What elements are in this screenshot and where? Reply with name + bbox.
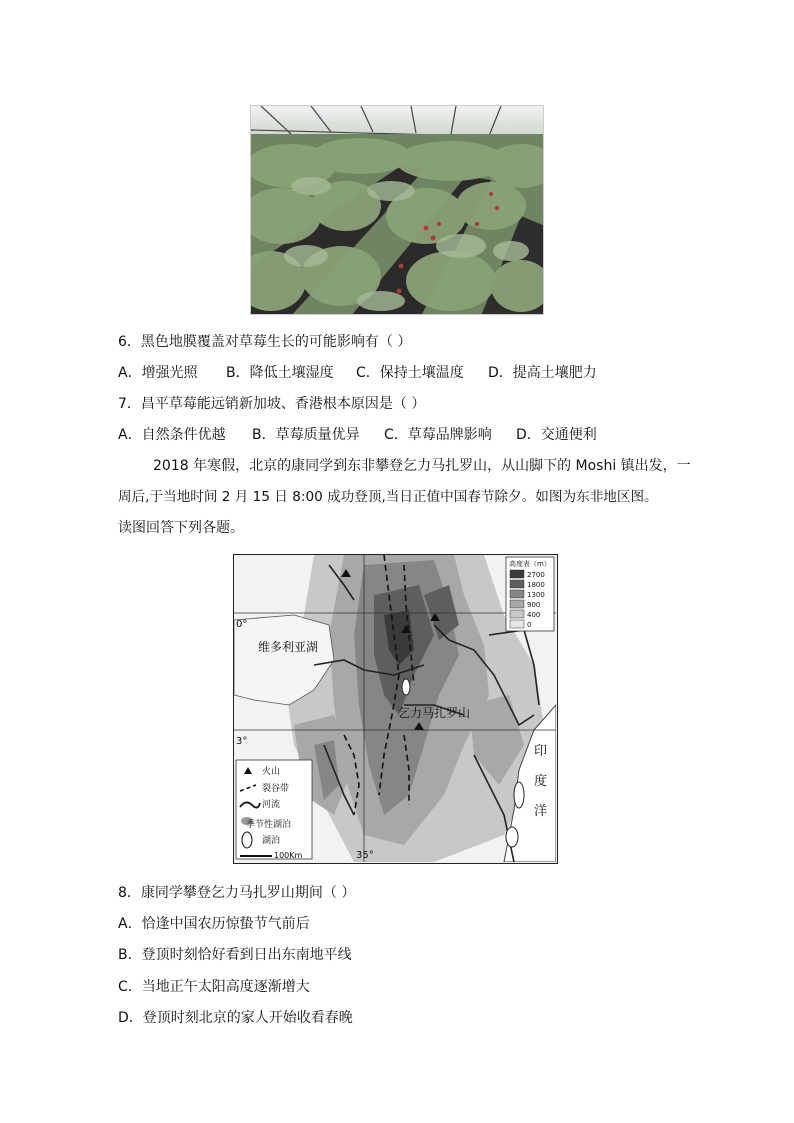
question-7-option-a[interactable]: A．自然条件优越 — [118, 427, 226, 443]
passage-line-2: 周后,于当地时间 2 月 15 日 8:00 成功登顶,当日正值中国春节除夕。如图为东非地区图。 — [118, 489, 658, 505]
legend-rift: 裂谷带 — [262, 784, 290, 794]
elevation-level-label: 2700 — [527, 571, 545, 579]
question-7-option-b[interactable]: B．草莓质量优异 — [252, 427, 360, 443]
kilimanjaro-label: 乞力马扎罗山 — [398, 706, 471, 720]
elevation-swatch — [510, 620, 524, 628]
question-6-option-b[interactable]: B．降低土壤湿度 — [226, 365, 334, 381]
lake-icon — [242, 832, 252, 848]
victoria-lake-label: 维多利亚湖 — [258, 640, 319, 654]
lon-label-35: 35° — [356, 850, 374, 861]
question-8-option-d[interactable]: D．登顶时刻北京的家人开始收看春晚 — [118, 1010, 353, 1026]
elevation-legend — [506, 557, 554, 631]
legend-volcano: 火山 — [262, 767, 281, 777]
question-6-option-c[interactable]: C．保持土壤温度 — [356, 365, 464, 381]
passage-line-1: 2018 年寒假，北京的康同学到东非攀登乞力马扎罗山，从山脚下的 Moshi 镇出发，一 — [153, 458, 691, 474]
question-8-option-a[interactable]: A．恰逢中国农历惊蛰节气前后 — [118, 916, 310, 932]
symbol-legend — [236, 760, 312, 860]
ocean-label-1: 印 — [534, 744, 548, 759]
elevation-level-label: 400 — [527, 611, 541, 619]
question-8-option-c[interactable]: C．当地正午太阳高度逐渐增大 — [118, 979, 310, 995]
question-8-stem: 8．康同学攀登乞力马扎罗山期间（ ） — [118, 885, 356, 901]
lat-label-3: 3° — [236, 736, 248, 747]
lat-label-0: 0° — [236, 619, 248, 630]
legend-seasonal-lake: 季节性湖泊 — [246, 820, 292, 830]
question-6-stem: 6．黑色地膜覆盖对草莓生长的可能影响有（ ） — [118, 334, 412, 350]
ocean-label-2: 度 — [534, 774, 548, 789]
elevation-swatch — [510, 580, 524, 588]
elevation-level-label: 1800 — [527, 581, 545, 589]
elevation-swatch — [510, 610, 524, 618]
ocean-label-3: 洋 — [534, 804, 548, 819]
question-7-option-c[interactable]: C．草莓品牌影响 — [384, 427, 492, 443]
elevation-level-label: 900 — [527, 601, 541, 609]
elevation-level-label: 0 — [527, 621, 532, 629]
legend-river: 河流 — [262, 800, 281, 810]
question-7-stem: 7．昌平草莓能远销新加坡、香港根本原因是（ ） — [118, 396, 426, 412]
question-7-option-d[interactable]: D．交通便利 — [516, 427, 597, 443]
elevation-swatch — [510, 570, 524, 578]
question-6-option-d[interactable]: D．提高土壤肥力 — [488, 365, 597, 381]
question-6-option-a[interactable]: A．增强光照 — [118, 365, 198, 381]
strawberry-greenhouse-photo — [250, 105, 544, 315]
elevation-level-label: 1300 — [527, 591, 545, 599]
question-8-option-b[interactable]: B．登顶时刻恰好看到日出东南地平线 — [118, 947, 352, 963]
passage-line-3: 读图回答下列各题。 — [118, 520, 244, 536]
elevation-swatch — [510, 590, 524, 598]
east-africa-map — [233, 554, 558, 864]
elevation-swatch — [510, 600, 524, 608]
elevation-legend-title: 高度表（m） — [509, 560, 551, 568]
scale-label: 100Km — [274, 851, 303, 860]
legend-lake: 湖泊 — [262, 836, 281, 846]
